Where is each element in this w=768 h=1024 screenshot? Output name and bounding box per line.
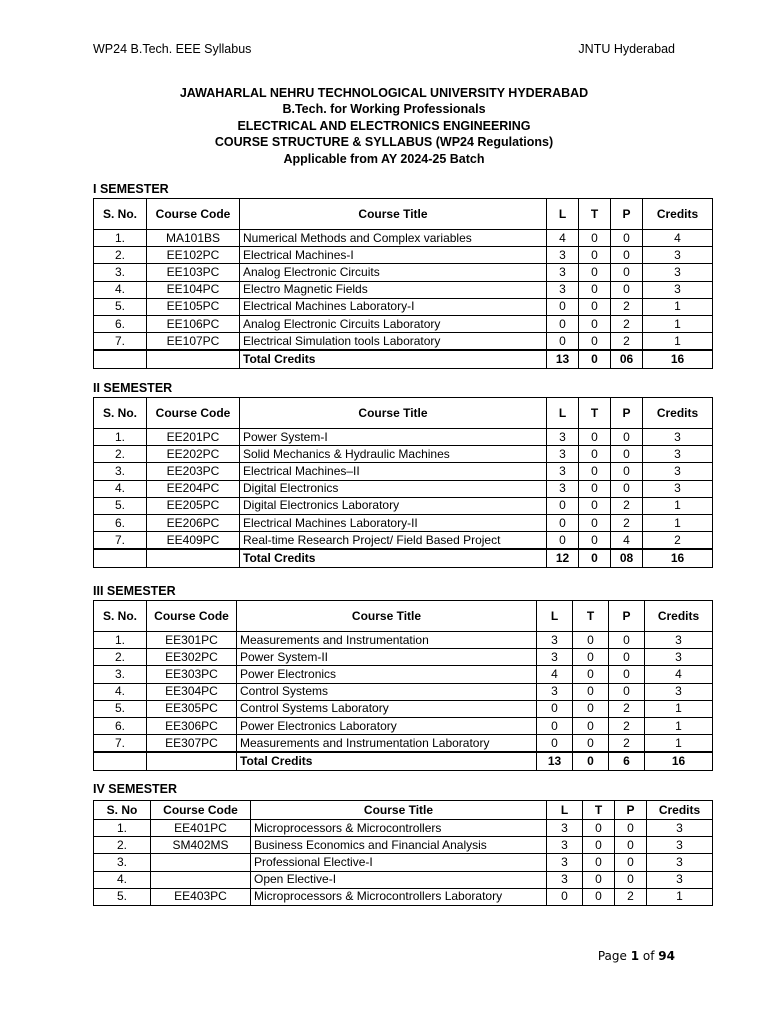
practical-hours: 0	[611, 429, 643, 446]
serial-number: 6.	[94, 315, 147, 332]
course-code: EE303PC	[147, 666, 237, 683]
column-header: T	[579, 199, 611, 230]
serial-number: 4.	[94, 871, 151, 888]
column-header: Course Code	[147, 601, 237, 632]
semester-heading: I SEMESTER	[93, 182, 169, 196]
course-title: Numerical Methods and Complex variables	[240, 230, 547, 247]
credits: 3	[643, 264, 713, 281]
running-header-right: JNTU Hyderabad	[578, 42, 675, 56]
semester-table	[93, 800, 713, 906]
lecture-hours: 0	[537, 735, 573, 753]
column-header: Course Code	[151, 801, 251, 820]
course-code: EE307PC	[147, 735, 237, 753]
course-code: EE206PC	[147, 514, 240, 531]
lecture-hours: 3	[547, 446, 579, 463]
empty-cell	[147, 752, 237, 771]
column-header: Course Title	[240, 199, 547, 230]
applicability-note: Applicable from AY 2024-25 Batch	[283, 151, 485, 166]
practical-hours: 0	[615, 837, 647, 854]
serial-number: 3.	[94, 666, 147, 683]
table-row	[94, 683, 713, 700]
lecture-hours: 0	[547, 497, 579, 514]
credits: 4	[645, 666, 713, 683]
total-credits: 16	[643, 350, 713, 369]
course-title: Microprocessors & Microcontrollers	[251, 820, 547, 837]
lecture-hours: 0	[537, 700, 573, 717]
table-row	[94, 446, 713, 463]
table-row	[94, 315, 713, 332]
table-header-row	[94, 801, 713, 820]
course-title: Analog Electronic Circuits Laboratory	[240, 315, 547, 332]
practical-hours: 0	[611, 281, 643, 298]
credits: 1	[645, 735, 713, 753]
tutorial-hours: 0	[583, 888, 615, 905]
document-title-block	[0, 85, 768, 167]
serial-number: 7.	[94, 333, 147, 351]
credits: 3	[643, 446, 713, 463]
course-title: Digital Electronics	[240, 480, 547, 497]
credits: 3	[643, 281, 713, 298]
tutorial-hours: 0	[579, 264, 611, 281]
tutorial-hours: 0	[579, 247, 611, 264]
column-header: Credits	[643, 199, 713, 230]
course-code: EE302PC	[147, 649, 237, 666]
column-header: T	[583, 801, 615, 820]
table-row	[94, 700, 713, 717]
table-row	[94, 666, 713, 683]
column-header: S. No.	[94, 601, 147, 632]
total-practical: 6	[609, 752, 645, 771]
credits: 3	[645, 649, 713, 666]
practical-hours: 2	[609, 735, 645, 753]
lecture-hours: 3	[547, 820, 583, 837]
tutorial-hours: 0	[573, 632, 609, 649]
tutorial-hours: 0	[583, 820, 615, 837]
serial-number: 4.	[94, 281, 147, 298]
credits: 3	[643, 429, 713, 446]
serial-number: 6.	[94, 717, 147, 734]
table-row	[94, 264, 713, 281]
serial-number: 1.	[94, 820, 151, 837]
semester-heading: III SEMESTER	[93, 584, 176, 598]
course-title: Digital Electronics Laboratory	[240, 497, 547, 514]
lecture-hours: 0	[537, 717, 573, 734]
credits: 1	[645, 700, 713, 717]
semester-table	[93, 198, 713, 369]
tutorial-hours: 0	[583, 871, 615, 888]
table-row	[94, 247, 713, 264]
practical-hours: 0	[615, 820, 647, 837]
course-title: Analog Electronic Circuits	[240, 264, 547, 281]
table-row	[94, 735, 713, 753]
table-row	[94, 497, 713, 514]
credits: 3	[647, 871, 713, 888]
total-credits: 16	[643, 549, 713, 568]
table-row	[94, 480, 713, 497]
lecture-hours: 3	[547, 247, 579, 264]
course-code: EE104PC	[147, 281, 240, 298]
practical-hours: 0	[609, 666, 645, 683]
credits: 3	[647, 820, 713, 837]
credits: 3	[643, 463, 713, 480]
course-code	[151, 854, 251, 871]
table-row	[94, 837, 713, 854]
table-row	[94, 463, 713, 480]
practical-hours: 0	[611, 446, 643, 463]
running-header-left: WP24 B.Tech. EEE Syllabus	[93, 42, 252, 56]
lecture-hours: 3	[537, 649, 573, 666]
serial-number: 7.	[94, 532, 147, 550]
semester-heading: IV SEMESTER	[93, 782, 178, 796]
tutorial-hours: 0	[573, 683, 609, 700]
credits: 3	[645, 632, 713, 649]
column-header: S. No.	[94, 398, 147, 429]
serial-number: 2.	[94, 446, 147, 463]
column-header: S. No	[94, 801, 151, 820]
lecture-hours: 4	[537, 666, 573, 683]
column-header: T	[579, 398, 611, 429]
serial-number: 3.	[94, 854, 151, 871]
tutorial-hours: 0	[573, 666, 609, 683]
column-header: P	[615, 801, 647, 820]
course-code: EE401PC	[151, 820, 251, 837]
table-row	[94, 514, 713, 531]
serial-number: 4.	[94, 683, 147, 700]
credits: 1	[645, 717, 713, 734]
column-header: Credits	[643, 398, 713, 429]
credits: 3	[643, 247, 713, 264]
table-row	[94, 333, 713, 351]
column-header: Course Title	[240, 398, 547, 429]
total-credits-label: Total Credits	[240, 549, 547, 568]
credits: 3	[647, 854, 713, 871]
practical-hours: 2	[611, 497, 643, 514]
column-header: L	[547, 398, 579, 429]
table-header-row	[94, 199, 713, 230]
serial-number: 6.	[94, 514, 147, 531]
tutorial-hours: 0	[579, 429, 611, 446]
lecture-hours: 0	[547, 888, 583, 905]
practical-hours: 0	[615, 854, 647, 871]
table-row	[94, 820, 713, 837]
credits: 1	[643, 514, 713, 531]
course-code: EE301PC	[147, 632, 237, 649]
total-credits-label: Total Credits	[237, 752, 537, 771]
course-code: EE205PC	[147, 497, 240, 514]
course-code: EE103PC	[147, 264, 240, 281]
total-credits: 16	[645, 752, 713, 771]
course-code: EE204PC	[147, 480, 240, 497]
lecture-hours: 3	[547, 480, 579, 497]
tutorial-hours: 0	[579, 298, 611, 315]
total-credits-label: Total Credits	[240, 350, 547, 369]
department-name: ELECTRICAL AND ELECTRONICS ENGINEERING	[237, 118, 531, 133]
column-header: Credits	[647, 801, 713, 820]
practical-hours: 2	[609, 717, 645, 734]
practical-hours: 0	[611, 230, 643, 247]
course-title: Business Economics and Financial Analysis	[251, 837, 547, 854]
column-header: P	[611, 199, 643, 230]
course-title: Measurements and Instrumentation Laboratory	[237, 735, 537, 753]
total-practical: 08	[611, 549, 643, 568]
credits: 1	[643, 333, 713, 351]
column-header: T	[573, 601, 609, 632]
tutorial-hours: 0	[583, 837, 615, 854]
empty-cell	[94, 350, 147, 369]
tutorial-hours: 0	[573, 717, 609, 734]
lecture-hours: 0	[547, 532, 579, 550]
serial-number: 7.	[94, 735, 147, 753]
document-subtitle: COURSE STRUCTURE & SYLLABUS (WP24 Regulations)	[214, 135, 554, 150]
table-row	[94, 230, 713, 247]
table-header-row	[94, 398, 713, 429]
practical-hours: 2	[611, 298, 643, 315]
course-code: EE203PC	[147, 463, 240, 480]
tutorial-hours: 0	[579, 230, 611, 247]
column-header: S. No.	[94, 199, 147, 230]
table-row	[94, 281, 713, 298]
lecture-hours: 3	[547, 264, 579, 281]
table-row	[94, 717, 713, 734]
course-code: EE305PC	[147, 700, 237, 717]
practical-hours: 2	[611, 315, 643, 332]
credits: 1	[643, 497, 713, 514]
column-header: P	[611, 398, 643, 429]
tutorial-hours: 0	[579, 333, 611, 351]
course-code: EE102PC	[147, 247, 240, 264]
table-row	[94, 298, 713, 315]
course-code: EE201PC	[147, 429, 240, 446]
tutorial-hours: 0	[579, 281, 611, 298]
course-code: SM402MS	[151, 837, 251, 854]
course-title: Power System-II	[237, 649, 537, 666]
serial-number: 5.	[94, 298, 147, 315]
practical-hours: 0	[615, 871, 647, 888]
course-title: Power System-I	[240, 429, 547, 446]
credits: 1	[643, 298, 713, 315]
tutorial-hours: 0	[579, 532, 611, 550]
serial-number: 5.	[94, 700, 147, 717]
practical-hours: 0	[611, 463, 643, 480]
table-row	[94, 871, 713, 888]
lecture-hours: 3	[537, 632, 573, 649]
table-row	[94, 854, 713, 871]
semester-table	[93, 600, 713, 771]
practical-hours: 4	[611, 532, 643, 550]
practical-hours: 0	[609, 683, 645, 700]
lecture-hours: 3	[537, 683, 573, 700]
course-title: Electrical Machines Laboratory-II	[240, 514, 547, 531]
course-title: Control Systems	[237, 683, 537, 700]
lecture-hours: 3	[547, 871, 583, 888]
course-title: Real-time Research Project/ Field Based Project	[240, 532, 547, 550]
serial-number: 3.	[94, 264, 147, 281]
lecture-hours: 3	[547, 854, 583, 871]
column-header: P	[609, 601, 645, 632]
credits: 1	[647, 888, 713, 905]
course-code: EE306PC	[147, 717, 237, 734]
total-tutorial: 0	[579, 350, 611, 369]
lecture-hours: 0	[547, 333, 579, 351]
total-tutorial: 0	[579, 549, 611, 568]
table-row	[94, 888, 713, 905]
semester-heading: II SEMESTER	[93, 381, 173, 395]
tutorial-hours: 0	[579, 315, 611, 332]
credits: 3	[647, 837, 713, 854]
lecture-hours: 0	[547, 315, 579, 332]
course-title: Microprocessors & Microcontrollers Laboratory	[251, 888, 547, 905]
practical-hours: 2	[611, 333, 643, 351]
lecture-hours: 0	[547, 514, 579, 531]
tutorial-hours: 0	[579, 446, 611, 463]
course-code: MA101BS	[147, 230, 240, 247]
tutorial-hours: 0	[579, 480, 611, 497]
page-number: Page 1 of 94	[597, 949, 675, 963]
total-lecture: 12	[547, 549, 579, 568]
course-code: EE105PC	[147, 298, 240, 315]
serial-number: 1.	[94, 230, 147, 247]
serial-number: 2.	[94, 247, 147, 264]
tutorial-hours: 0	[583, 854, 615, 871]
course-code: EE106PC	[147, 315, 240, 332]
empty-cell	[94, 549, 147, 568]
lecture-hours: 3	[547, 463, 579, 480]
total-pages: 94	[658, 949, 675, 963]
practical-hours: 0	[611, 247, 643, 264]
column-header: Course Code	[147, 199, 240, 230]
table-row	[94, 649, 713, 666]
total-practical: 06	[611, 350, 643, 369]
lecture-hours: 3	[547, 429, 579, 446]
column-header: L	[537, 601, 573, 632]
course-title: Open Elective-I	[251, 871, 547, 888]
serial-number: 4.	[94, 480, 147, 497]
total-lecture: 13	[547, 350, 579, 369]
total-tutorial: 0	[573, 752, 609, 771]
serial-number: 2.	[94, 649, 147, 666]
serial-number: 5.	[94, 497, 147, 514]
table-row	[94, 429, 713, 446]
course-title: Power Electronics	[237, 666, 537, 683]
total-row	[94, 549, 713, 568]
course-title: Power Electronics Laboratory	[237, 717, 537, 734]
practical-hours: 0	[609, 632, 645, 649]
course-title: Electrical Simulation tools Laboratory	[240, 333, 547, 351]
table-row	[94, 632, 713, 649]
column-header: L	[547, 199, 579, 230]
empty-cell	[147, 549, 240, 568]
course-title: Control Systems Laboratory	[237, 700, 537, 717]
practical-hours: 2	[609, 700, 645, 717]
column-header: L	[547, 801, 583, 820]
tutorial-hours: 0	[579, 514, 611, 531]
credits: 3	[643, 480, 713, 497]
university-name: JAWAHARLAL NEHRU TECHNOLOGICAL UNIVERSITY HYDERABAD	[179, 86, 589, 100]
credits: 1	[643, 315, 713, 332]
course-title: Electrical Machines Laboratory-I	[240, 298, 547, 315]
course-code	[151, 871, 251, 888]
empty-cell	[94, 752, 147, 771]
practical-hours: 0	[611, 264, 643, 281]
table-row	[94, 532, 713, 550]
lecture-hours: 3	[547, 281, 579, 298]
program-name: B.Tech. for Working Professionals	[282, 102, 486, 117]
course-code: EE403PC	[151, 888, 251, 905]
column-header: Course Code	[147, 398, 240, 429]
practical-hours: 2	[611, 514, 643, 531]
total-row	[94, 752, 713, 771]
lecture-hours: 4	[547, 230, 579, 247]
column-header: Course Title	[251, 801, 547, 820]
tutorial-hours: 0	[573, 735, 609, 753]
course-title: Electrical Machines-I	[240, 247, 547, 264]
practical-hours: 2	[615, 888, 647, 905]
serial-number: 5.	[94, 888, 151, 905]
serial-number: 1.	[94, 429, 147, 446]
course-title: Professional Elective-I	[251, 854, 547, 871]
credits: 3	[645, 683, 713, 700]
table-header-row	[94, 601, 713, 632]
credits: 2	[643, 532, 713, 550]
tutorial-hours: 0	[579, 497, 611, 514]
practical-hours: 0	[609, 649, 645, 666]
credits: 4	[643, 230, 713, 247]
practical-hours: 0	[611, 480, 643, 497]
lecture-hours: 3	[547, 837, 583, 854]
column-header: Course Title	[237, 601, 537, 632]
column-header: Credits	[645, 601, 713, 632]
lecture-hours: 0	[547, 298, 579, 315]
course-title: Electrical Machines–II	[240, 463, 547, 480]
current-page: 1	[630, 949, 640, 963]
course-code: EE304PC	[147, 683, 237, 700]
course-title: Measurements and Instrumentation	[237, 632, 537, 649]
total-lecture: 13	[537, 752, 573, 771]
serial-number: 2.	[94, 837, 151, 854]
serial-number: 1.	[94, 632, 147, 649]
course-code: EE107PC	[147, 333, 240, 351]
course-code: EE202PC	[147, 446, 240, 463]
total-row	[94, 350, 713, 369]
tutorial-hours: 0	[579, 463, 611, 480]
tutorial-hours: 0	[573, 649, 609, 666]
serial-number: 3.	[94, 463, 147, 480]
tutorial-hours: 0	[573, 700, 609, 717]
semester-table	[93, 397, 713, 568]
course-title: Electro Magnetic Fields	[240, 281, 547, 298]
course-code: EE409PC	[147, 532, 240, 550]
empty-cell	[147, 350, 240, 369]
course-title: Solid Mechanics & Hydraulic Machines	[240, 446, 547, 463]
